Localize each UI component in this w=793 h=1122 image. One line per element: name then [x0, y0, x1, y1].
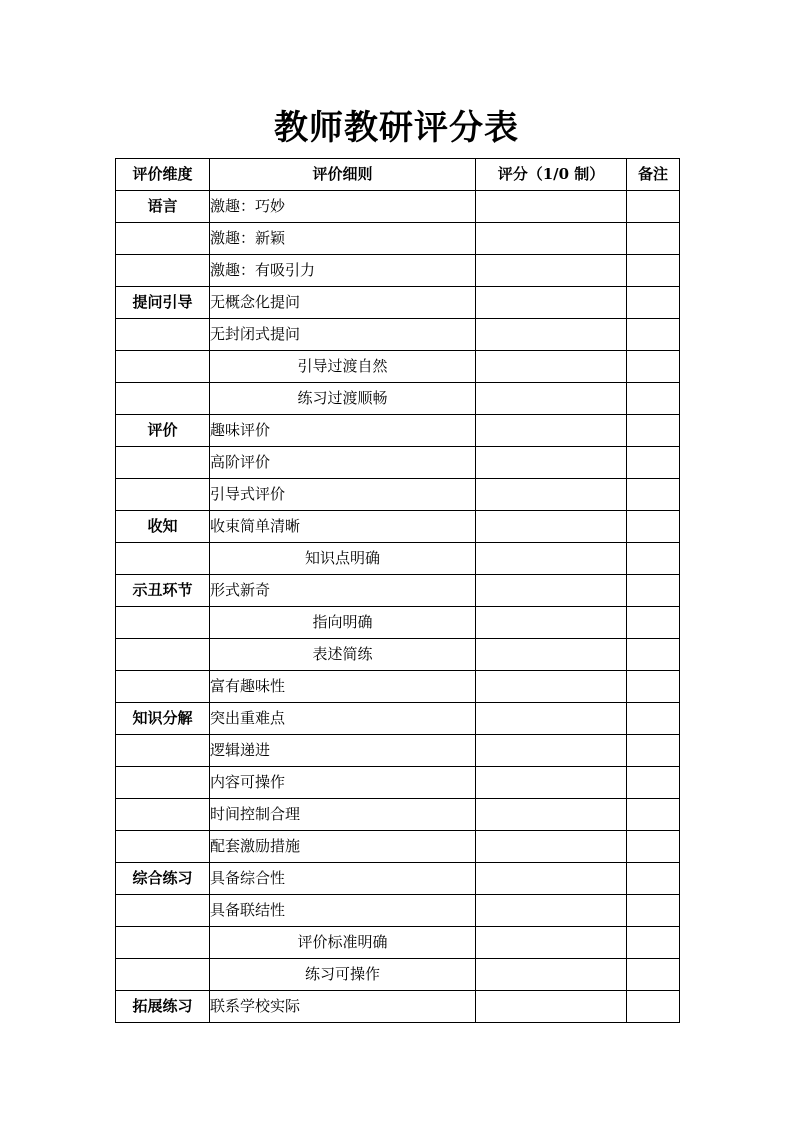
dimension-cell [116, 255, 210, 287]
score-cell[interactable] [476, 831, 627, 863]
score-cell[interactable] [476, 927, 627, 959]
header-row [116, 159, 680, 191]
score-table [115, 158, 680, 1023]
remark-cell[interactable] [627, 351, 680, 383]
score-cell[interactable] [476, 319, 627, 351]
detail-cell: 表述简练 [210, 639, 476, 671]
detail-cell: 趣味评价 [210, 415, 476, 447]
header-remark: 备注 [627, 159, 680, 191]
header-detail: 评价细则 [210, 159, 476, 191]
dimension-cell [116, 895, 210, 927]
remark-cell[interactable] [627, 447, 680, 479]
dimension-cell [116, 927, 210, 959]
table-row [116, 191, 680, 223]
score-cell[interactable] [476, 479, 627, 511]
score-cell[interactable] [476, 863, 627, 895]
dimension-cell [116, 639, 210, 671]
detail-cell: 练习可操作 [210, 959, 476, 991]
dimension-cell [116, 799, 210, 831]
dimension-cell: 收知 [116, 511, 210, 543]
remark-cell[interactable] [627, 799, 680, 831]
table-row [116, 351, 680, 383]
table-row [116, 319, 680, 351]
score-cell[interactable] [476, 671, 627, 703]
dimension-cell [116, 543, 210, 575]
remark-cell[interactable] [627, 543, 680, 575]
score-cell[interactable] [476, 735, 627, 767]
dimension-cell [116, 479, 210, 511]
table-row [116, 991, 680, 1023]
dimension-cell: 拓展练习 [116, 991, 210, 1023]
table-row [116, 479, 680, 511]
table-row [116, 863, 680, 895]
score-cell[interactable] [476, 255, 627, 287]
remark-cell[interactable] [627, 415, 680, 447]
table-row [116, 895, 680, 927]
score-cell[interactable] [476, 223, 627, 255]
table-row [116, 287, 680, 319]
table-row [116, 767, 680, 799]
remark-cell[interactable] [627, 991, 680, 1023]
remark-cell[interactable] [627, 959, 680, 991]
table-row [116, 927, 680, 959]
dimension-cell: 知识分解 [116, 703, 210, 735]
dimension-cell: 评价 [116, 415, 210, 447]
remark-cell[interactable] [627, 575, 680, 607]
dimension-cell [116, 319, 210, 351]
remark-cell[interactable] [627, 287, 680, 319]
dimension-cell [116, 671, 210, 703]
dimension-cell: 语言 [116, 191, 210, 223]
detail-cell: 高阶评价 [210, 447, 476, 479]
remark-cell[interactable] [627, 255, 680, 287]
detail-cell: 具备联结性 [210, 895, 476, 927]
remark-cell[interactable] [627, 319, 680, 351]
remark-cell[interactable] [627, 479, 680, 511]
detail-cell: 收束简单清晰 [210, 511, 476, 543]
remark-cell[interactable] [627, 703, 680, 735]
remark-cell[interactable] [627, 191, 680, 223]
table-row [116, 703, 680, 735]
dimension-cell: 示丑环节 [116, 575, 210, 607]
score-cell[interactable] [476, 511, 627, 543]
dimension-cell [116, 607, 210, 639]
detail-cell: 富有趣味性 [210, 671, 476, 703]
score-cell[interactable] [476, 383, 627, 415]
table-row [116, 799, 680, 831]
table-row [116, 511, 680, 543]
score-cell[interactable] [476, 543, 627, 575]
detail-cell: 无概念化提问 [210, 287, 476, 319]
detail-cell: 知识点明确 [210, 543, 476, 575]
table-row [116, 671, 680, 703]
dimension-cell [116, 351, 210, 383]
detail-cell: 练习过渡顺畅 [210, 383, 476, 415]
detail-cell: 评价标准明确 [210, 927, 476, 959]
score-cell[interactable] [476, 767, 627, 799]
dimension-cell [116, 383, 210, 415]
table-row [116, 639, 680, 671]
remark-cell[interactable] [627, 383, 680, 415]
dimension-cell [116, 735, 210, 767]
remark-cell[interactable] [627, 223, 680, 255]
detail-cell: 形式新奇 [210, 575, 476, 607]
score-cell[interactable] [476, 991, 627, 1023]
dimension-cell [116, 831, 210, 863]
dimension-cell: 综合练习 [116, 863, 210, 895]
score-cell[interactable] [476, 703, 627, 735]
detail-cell: 激趣：巧妙 [210, 191, 476, 223]
remark-cell[interactable] [627, 607, 680, 639]
table-row [116, 447, 680, 479]
remark-cell[interactable] [627, 671, 680, 703]
remark-cell[interactable] [627, 831, 680, 863]
table-row [116, 831, 680, 863]
score-cell[interactable] [476, 447, 627, 479]
page-title: 教师教研评分表 [274, 108, 519, 148]
score-cell[interactable] [476, 959, 627, 991]
table-row [116, 735, 680, 767]
dimension-cell [116, 959, 210, 991]
table-body [116, 191, 680, 1023]
table-row [116, 575, 680, 607]
detail-cell: 配套激励措施 [210, 831, 476, 863]
detail-cell: 引导过渡自然 [210, 351, 476, 383]
remark-cell[interactable] [627, 927, 680, 959]
table-row [116, 255, 680, 287]
dimension-cell [116, 767, 210, 799]
remark-cell[interactable] [627, 767, 680, 799]
header-dimension: 评价维度 [116, 159, 210, 191]
table-row [116, 383, 680, 415]
score-cell[interactable] [476, 575, 627, 607]
table-row [116, 607, 680, 639]
score-cell[interactable] [476, 895, 627, 927]
table-row [116, 543, 680, 575]
score-cell[interactable] [476, 287, 627, 319]
detail-cell: 逻辑递进 [210, 735, 476, 767]
table-row [116, 959, 680, 991]
remark-cell[interactable] [627, 639, 680, 671]
score-cell[interactable] [476, 607, 627, 639]
remark-cell[interactable] [627, 863, 680, 895]
header-score: 评分（1/0 制） [476, 159, 627, 191]
score-cell[interactable] [476, 415, 627, 447]
table-row [116, 415, 680, 447]
detail-cell: 突出重难点 [210, 703, 476, 735]
score-cell[interactable] [476, 191, 627, 223]
detail-cell: 激趣：新颖 [210, 223, 476, 255]
score-cell[interactable] [476, 799, 627, 831]
detail-cell: 指向明确 [210, 607, 476, 639]
detail-cell: 内容可操作 [210, 767, 476, 799]
detail-cell: 无封闭式提问 [210, 319, 476, 351]
detail-cell: 激趣：有吸引力 [210, 255, 476, 287]
score-cell[interactable] [476, 639, 627, 671]
dimension-cell [116, 447, 210, 479]
detail-cell: 具备综合性 [210, 863, 476, 895]
dimension-cell: 提问引导 [116, 287, 210, 319]
dimension-cell [116, 223, 210, 255]
detail-cell: 引导式评价 [210, 479, 476, 511]
detail-cell: 时间控制合理 [210, 799, 476, 831]
remark-cell[interactable] [627, 895, 680, 927]
score-cell[interactable] [476, 351, 627, 383]
remark-cell[interactable] [627, 511, 680, 543]
remark-cell[interactable] [627, 735, 680, 767]
table-row [116, 223, 680, 255]
detail-cell: 联系学校实际 [210, 991, 476, 1023]
